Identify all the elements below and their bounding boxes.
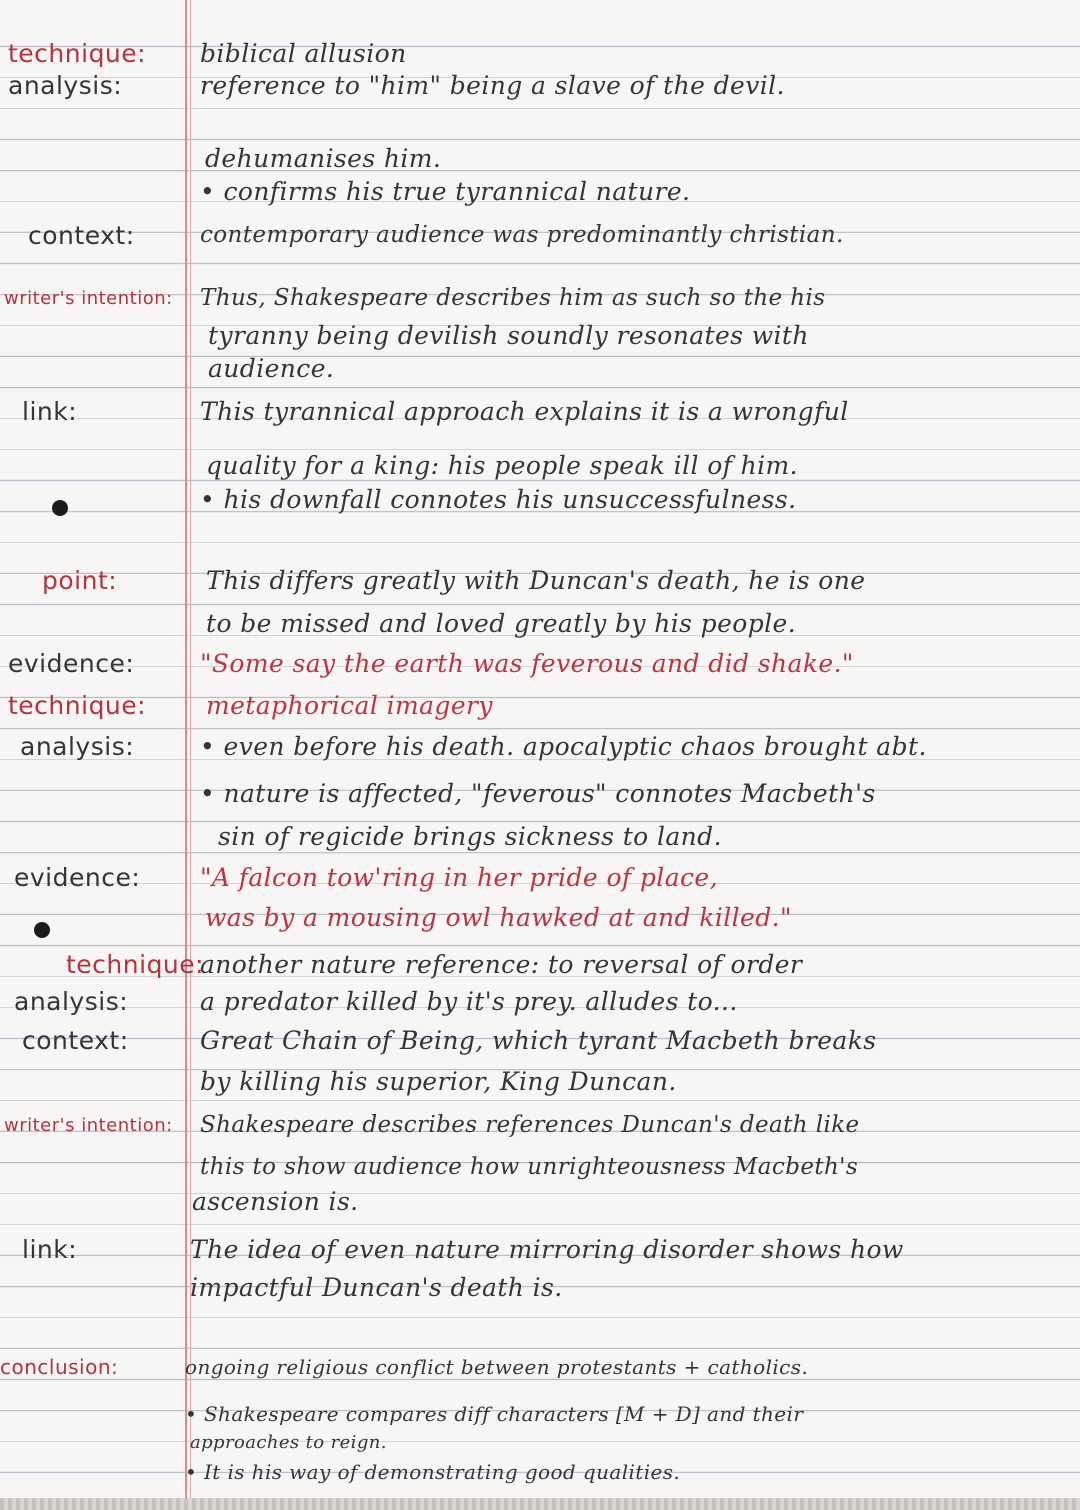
note-text: metaphorical imagery	[206, 691, 493, 720]
note-label: analysis:	[20, 732, 135, 761]
note-line	[0, 1066, 1080, 1097]
note-text: approaches to reign.	[190, 1432, 387, 1453]
note-text: • confirms his true tyrannical nature.	[200, 177, 691, 206]
note-text: to be missed and loved greatly by his people.	[206, 609, 797, 638]
note-text: • even before his death. apocalyptic chaos brought abt.	[200, 732, 927, 761]
note-line	[0, 1457, 1080, 1488]
note-line	[0, 38, 1080, 69]
note-label: conclusion:	[0, 1355, 119, 1379]
note-text: The idea of even nature mirroring disorder shows how	[190, 1235, 904, 1264]
note-text: contemporary audience was predominantly christian.	[200, 222, 844, 248]
note-line	[0, 1234, 1080, 1265]
note-text: • Shakespeare compares diff characters [M + D] and their	[185, 1402, 804, 1426]
note-label: point:	[42, 566, 118, 595]
note-line	[0, 1110, 1080, 1141]
note-line	[0, 1186, 1080, 1217]
note-line	[0, 608, 1080, 639]
note-text: quality for a king: his people speak ill of him.	[206, 451, 799, 480]
note-text: was by a mousing owl hawked at and killed."	[205, 903, 792, 932]
note-text: ascension is.	[192, 1187, 359, 1216]
note-text: biblical allusion	[200, 39, 407, 68]
note-text: "Some say the earth was feverous and did shake."	[200, 649, 854, 678]
note-label: context:	[28, 221, 135, 250]
note-line	[0, 484, 1080, 515]
note-label: writer's intention:	[4, 288, 173, 309]
note-label: technique:	[8, 691, 147, 720]
note-text: impactful Duncan's death is.	[190, 1273, 563, 1302]
note-line	[0, 396, 1080, 427]
note-text: • his downfall connotes his unsuccessfulness.	[200, 485, 797, 514]
note-label: analysis:	[14, 987, 129, 1016]
note-line	[0, 1152, 1080, 1183]
note-text: This differs greatly with Duncan's death, he is one	[206, 566, 866, 595]
note-line	[0, 320, 1080, 351]
note-label: link:	[22, 397, 78, 426]
note-text: dehumanises him.	[205, 144, 442, 173]
note-label: link:	[22, 1235, 78, 1264]
note-line	[0, 648, 1080, 679]
note-label: evidence:	[8, 649, 135, 678]
note-text: this to show audience how unrighteousness Macbeth's	[200, 1154, 859, 1180]
note-text: Thus, Shakespeare describes him as such so the his	[200, 285, 826, 311]
note-text: Great Chain of Being, which tyrant Macbeth breaks	[200, 1026, 877, 1055]
note-text: "A falcon tow'ring in her pride of place,	[200, 863, 718, 892]
note-text: This tyrannical approach explains it is a wrongful	[200, 397, 849, 426]
note-line	[0, 176, 1080, 207]
note-line	[0, 283, 1080, 314]
note-text: • It is his way of demonstrating good qualities.	[185, 1460, 681, 1484]
note-text: ongoing religious conflict between protestants + catholics.	[185, 1355, 809, 1379]
note-line	[0, 902, 1080, 933]
note-line	[0, 143, 1080, 174]
note-line	[0, 949, 1080, 980]
note-line	[0, 1427, 1080, 1458]
note-label: technique:	[8, 39, 147, 68]
note-text: a predator killed by it's prey. alludes to...	[200, 987, 738, 1016]
note-line	[0, 1399, 1080, 1430]
note-line	[0, 690, 1080, 721]
note-text: sin of regicide brings sickness to land.	[218, 822, 722, 851]
note-line	[0, 565, 1080, 596]
note-text: Shakespeare describes references Duncan's death like	[200, 1112, 860, 1138]
note-label: analysis:	[8, 71, 123, 100]
note-text: • nature is affected, "feverous" connotes Macbeth's	[200, 779, 876, 808]
note-line	[0, 1025, 1080, 1056]
torn-bottom-edge	[0, 1498, 1080, 1510]
note-line	[0, 450, 1080, 481]
note-line	[0, 778, 1080, 809]
note-line	[0, 862, 1080, 893]
note-text: by killing his superior, King Duncan.	[200, 1067, 677, 1096]
note-line	[0, 220, 1080, 251]
note-line	[0, 986, 1080, 1017]
note-text: tyranny being devilish soundly resonates with	[208, 321, 809, 350]
note-label: technique:	[66, 950, 205, 979]
note-line	[0, 731, 1080, 762]
note-line	[0, 1272, 1080, 1303]
note-line	[0, 1352, 1080, 1383]
note-label: writer's intention:	[4, 1115, 173, 1136]
note-text: reference to "him" being a slave of the devil.	[200, 71, 785, 100]
note-line	[0, 70, 1080, 101]
note-line	[0, 821, 1080, 852]
note-label: context:	[22, 1026, 129, 1055]
note-label: evidence:	[14, 863, 141, 892]
note-line	[0, 353, 1080, 384]
note-text: another nature reference: to reversal of order	[200, 950, 803, 979]
note-text: audience.	[208, 354, 335, 383]
